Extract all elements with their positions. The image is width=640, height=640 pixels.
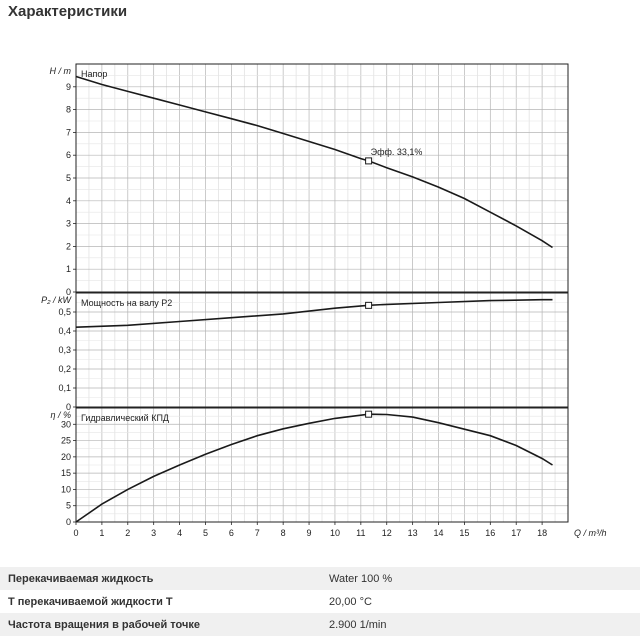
y-tick-label: 0 <box>65 402 71 412</box>
property-value: Water 100 % <box>321 567 640 590</box>
x-tick-label: 7 <box>254 528 260 538</box>
y-axis-label: H / m <box>49 66 71 76</box>
y-tick-label: 0,3 <box>58 345 71 355</box>
y-tick-label: 20 <box>60 451 71 462</box>
series-line <box>76 77 553 248</box>
y-tick-label: 0,2 <box>58 364 71 374</box>
x-tick-label: 10 <box>329 528 340 538</box>
x-tick-label: 9 <box>306 528 312 538</box>
operating-point-marker <box>366 411 372 417</box>
y-tick-label: 10 <box>60 484 71 495</box>
property-row <box>0 590 640 613</box>
x-tick-label: 17 <box>511 528 522 538</box>
property-value: 20,00 °C <box>329 595 372 608</box>
y-tick-label: 0,4 <box>58 326 71 336</box>
x-tick-label: 4 <box>177 528 183 538</box>
x-axis-label: Q / m³/h <box>574 528 607 538</box>
x-tick-label: 5 <box>202 528 208 538</box>
property-label: T перекачиваемой жидкости T <box>8 595 173 608</box>
y-tick-label: 4 <box>65 195 71 206</box>
x-tick-label: 0 <box>73 528 79 538</box>
pump-curve-chart <box>0 56 640 552</box>
y-tick-label: 0,5 <box>58 307 71 317</box>
y-tick-label: 5 <box>65 173 71 183</box>
operating-point-label: Эфф. 33,1% <box>370 146 423 157</box>
y-tick-label: 1 <box>65 264 71 275</box>
x-tick-label: 3 <box>151 528 157 538</box>
x-tick-label: 14 <box>433 528 444 538</box>
y-tick-label: 30 <box>60 419 71 430</box>
y-tick-label: 25 <box>60 435 71 446</box>
y-tick-label: 9 <box>65 81 71 92</box>
property-row <box>0 613 640 636</box>
x-tick-label: 8 <box>280 528 286 538</box>
y-tick-label: 15 <box>60 468 71 479</box>
operating-point-marker <box>366 158 372 164</box>
x-tick-label: 15 <box>459 528 470 538</box>
series-name: Напор <box>81 69 108 79</box>
property-label: Частота вращения в рабочей точке <box>0 613 321 636</box>
x-tick-label: 18 <box>537 528 548 538</box>
y-tick-label: 2 <box>65 241 71 252</box>
y-tick-label: 5 <box>65 500 71 511</box>
y-axis-label: η / % <box>50 410 71 420</box>
y-tick-label: 6 <box>65 150 71 161</box>
x-tick-label: 11 <box>356 528 366 538</box>
operating-point-marker <box>366 302 372 308</box>
property-label: Перекачиваемая жидкость <box>0 567 321 590</box>
y-tick-label: 0 <box>65 517 71 527</box>
series-name: Мощность на валу P2 <box>81 298 173 308</box>
series-name: Гидравлический КПД <box>81 413 170 423</box>
y-axis-label: P₂ / kW <box>41 295 71 305</box>
y-tick-label: 8 <box>65 104 71 115</box>
x-tick-label: 12 <box>381 528 392 538</box>
x-tick-label: 1 <box>99 528 105 538</box>
y-tick-label: 0 <box>65 287 71 297</box>
y-tick-label: 7 <box>65 127 71 138</box>
x-tick-label: 16 <box>485 528 496 538</box>
y-tick-label: 3 <box>65 218 71 229</box>
property-value: 2.900 1/min <box>321 613 640 636</box>
x-tick-label: 13 <box>407 528 418 538</box>
property-row <box>0 567 640 590</box>
y-tick-label: 0,1 <box>58 383 71 393</box>
page-title: Характеристики <box>8 3 128 20</box>
properties-table <box>0 567 640 636</box>
x-tick-label: 6 <box>228 528 234 538</box>
x-tick-label: 2 <box>125 528 131 538</box>
